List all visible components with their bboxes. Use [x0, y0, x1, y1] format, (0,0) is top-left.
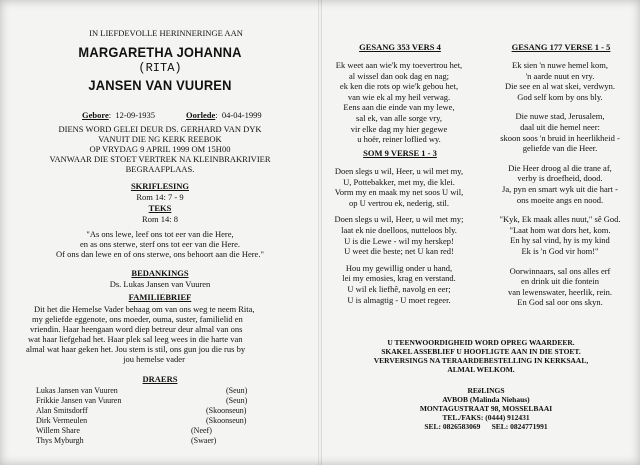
- verse-line: u hoër, reiner loflied wy.: [357, 134, 441, 145]
- quote-line: en as ons sterwe, sterf ons tot eer van die Here.: [79, 239, 241, 249]
- verse-line: geliefde van die Heer.: [522, 143, 598, 154]
- undertaker-cell: SEL: 0824771991: [491, 422, 548, 431]
- bearer-relation: (Seun): [226, 386, 248, 395]
- letter-line: jou hemelse vader: [123, 354, 185, 364]
- letter-title: FAMILIEBRIEF: [128, 292, 192, 302]
- attendance-notice: [336, 338, 626, 374]
- verse-line: Ja, pyn en smart wyk uit die hart -: [502, 183, 618, 194]
- verse-line: 'n aarde nuut en vry.: [525, 70, 595, 81]
- bearer-name: Frikkie Jansen van Vuuren: [36, 396, 122, 405]
- bearers-list: [36, 386, 247, 446]
- undertaker-block: [396, 386, 576, 431]
- notice-line: SKAKEL ASSEBLIEF U HOOFLIGTE AAN IN DIE STOET.: [381, 347, 581, 356]
- notice-line: U TEENWOORDIGHEID WORD OPREG WAARDEER.: [387, 338, 575, 347]
- bearer-relation: (Neef): [191, 426, 212, 435]
- scripture-title: SKRIFLESING: [130, 181, 190, 191]
- quote-line: "As ons lewe, leef ons tot eer van die Here,: [86, 229, 234, 239]
- bearers-title: DRAERS: [142, 374, 178, 384]
- bearer-relation: (Swaer): [191, 436, 217, 445]
- verse-line: ons moeite angs en nood.: [516, 194, 604, 205]
- died-date: 04-04-1999: [221, 110, 262, 120]
- list-item: [36, 436, 247, 446]
- hymn1-title: GESANG 353 VERS 4: [359, 42, 441, 52]
- verse-line: Die Heer droog al die trane af,: [508, 162, 612, 173]
- born-label: Gebore: [82, 110, 109, 120]
- verse-line: U weet die beste; net U kan red!: [344, 246, 454, 257]
- undertaker-cell: SEL: 0826583069: [424, 422, 481, 431]
- verse-line: U is die Lewe - wil my herskep!: [344, 235, 454, 246]
- verse-line: op U vertrou ek, nederig, stil.: [348, 197, 450, 208]
- verse-gap: [482, 102, 638, 111]
- bearer-name: Dirk Vermeulen: [36, 416, 88, 425]
- text-quote: [20, 229, 300, 259]
- verse-line: "Kyk, Ek maak alles nuut," sê God.: [499, 214, 621, 225]
- bearer-relation: (Skoonseun): [206, 416, 247, 425]
- verse-line: lei my emosies, krag en verstand.: [342, 273, 456, 284]
- verse-line: verby is droefheid, dood.: [517, 173, 603, 184]
- list-item: [36, 386, 247, 396]
- born-row: Gebore: 12-09-1935: [82, 110, 156, 120]
- list-item: [36, 416, 247, 426]
- list-item: [36, 406, 247, 416]
- text-reference: Rom 14: 8: [142, 214, 178, 224]
- arrangements-label: REëLINGS: [467, 386, 505, 395]
- service-line: BEGRAAFPLAAS.: [125, 164, 195, 174]
- died-label: Oorlede: [186, 110, 216, 120]
- verse-line: Doen slegs u wil, Heer, u wil met my;: [334, 214, 464, 225]
- letter-line: Dit het die Hemelse Vader behaag om van ons weg te neem Rita,: [34, 304, 255, 314]
- verse-line: Eens aan die einde van my lewe,: [343, 102, 455, 113]
- verse-line: laat ek nie doelloos, nutteloos bly.: [341, 224, 457, 235]
- hymn3-title: GESANG 177 VERSE 1 - 5: [511, 42, 611, 52]
- verse-gap: [482, 205, 638, 214]
- verse-line: Ek weet aan wie'k my toevertrou het,: [335, 60, 463, 70]
- verse-line: daal uit die hemel neer:: [520, 121, 600, 132]
- verse-line: U wil ek liefhê, navolg en eer;: [347, 283, 451, 294]
- verse-gap: [482, 257, 638, 266]
- hymn2-verses: [324, 166, 474, 305]
- bearer-name: Willem Share: [36, 426, 80, 435]
- quote-line: Of ons dan lewe en of ons sterwe, ons behoort aan die Here.": [56, 249, 264, 259]
- verse-line: En hy sal vind, hy is my kind: [510, 235, 610, 246]
- family-letter: [24, 304, 284, 364]
- thanks-name: Ds. Lukas Jansen van Vuuren: [109, 279, 211, 289]
- deceased-nickname: (RITA): [138, 61, 182, 75]
- letter-line: almal wat haar geken het. Jou stem is stil, ons gun jou die rus by: [26, 344, 246, 354]
- verse-gap: [482, 154, 638, 163]
- bearer-relation: (Skoonseun): [206, 406, 247, 415]
- bearer-name: Lukas Jansen van Vuuren: [36, 386, 118, 395]
- letter-line: vriendin. Haar heengaan word diep betreur deur almal van ons: [30, 324, 243, 334]
- service-line: VANWAAR DIE STOET VERTREK NA KLEINBRAKRIVIER: [49, 154, 271, 164]
- verse-line: ek ken die rots op wie'k gebou het,: [339, 81, 459, 92]
- bearer-name: Alan Smitsdorff: [36, 406, 88, 415]
- deceased-name-last: JANSEN VAN VUUREN: [88, 77, 232, 93]
- hymn3-verses: [482, 60, 638, 308]
- verse-line: God self kom by ons bly.: [517, 91, 603, 102]
- bearer-name: Thys Myburgh: [36, 436, 84, 445]
- hymn2-title: SOM 9 VERSE 1 - 3: [363, 148, 437, 158]
- letter-line: my geliefde eggenote, ons moeder, ouma, suster, familielid en: [32, 314, 243, 324]
- verse-line: al wissel dan ook dag en nag;: [348, 70, 450, 81]
- verse-line: vir elke dag my hier gegewe: [350, 123, 448, 134]
- service-line: OP VRYDAG 9 APRIL 1999 OM 15H00: [89, 144, 231, 154]
- hymn1-verse: [324, 60, 474, 145]
- service-line: DIENS WORD GELEI DEUR DS. GERHARD VAN DYK: [58, 124, 262, 134]
- scripture-reference: Rom 14: 7 - 9: [136, 192, 184, 202]
- verse-line: Ek sien 'n nuwe hemel kom,: [512, 60, 608, 70]
- undertaker-phone: TEL./FAKS: (0444) 912431: [442, 413, 530, 422]
- verse-line: Hou my gewillig onder u hand,: [345, 262, 453, 273]
- verse-line: sal ek, van alle sorge vry,: [356, 112, 442, 123]
- died-row: Oorlede: 04-04-1999: [186, 110, 262, 120]
- verse-line: skoon soos 'n bruid in heerlikheid -: [500, 132, 620, 143]
- page-fold: [318, 0, 322, 465]
- verse-line: Die nuwe stad, Jerusalem,: [515, 111, 605, 122]
- bearer-relation: (Seun): [226, 396, 248, 405]
- service-details: [40, 124, 280, 174]
- verse-line: Vorm my en maak my net soos U wil,: [334, 187, 464, 198]
- deceased-name-first: MARGARETHA JOHANNA: [78, 44, 242, 60]
- verse-line: U, Pottebakker, met my, die klei.: [343, 176, 455, 187]
- verse-line: Die see en al wat skei, verdwyn.: [505, 81, 615, 92]
- verse-line: U is almagtig - U moet regeer.: [347, 294, 451, 305]
- service-line: VANUIT DIE NG KERK REEBOK: [98, 134, 222, 144]
- notice-line: ALMAL WELKOM.: [447, 365, 515, 374]
- verse-line: Doen slegs u wil, Heer, u wil met my,: [334, 166, 464, 176]
- undertaker-address: MONTAGUSTRAAT 98, MOSSELBAAI: [419, 404, 553, 413]
- verse-line: en drink uit die fontein: [521, 276, 599, 287]
- list-item: [36, 426, 247, 436]
- undertaker-cells: [396, 422, 576, 431]
- thanks-title: BEDANKINGS: [131, 268, 189, 278]
- verse-line: van wie ek al my heil verwag.: [347, 91, 451, 102]
- born-date: 12-09-1935: [115, 110, 156, 120]
- verse-line: En God sal oor ons skyn.: [517, 297, 603, 308]
- verse-line: "Laat hom wat dors het, kom.: [509, 224, 611, 235]
- verse-line: Oorwinnaars, sal ons alles erf: [509, 265, 611, 276]
- list-item: [36, 396, 247, 406]
- verse-line: Ek is 'n God vir hom!": [521, 245, 599, 256]
- undertaker-name: AVBOB (Malinda Niehaus): [442, 395, 530, 404]
- text-title: TEKS: [148, 203, 172, 213]
- letter-line: wat haar liefgehad het. Haar plek sal leeg wees in die harte van: [28, 334, 243, 344]
- notice-line: VERVERSINGS NA TERAARDEBESTELLING IN KERKSAAL,: [373, 356, 589, 365]
- memorial-heading: IN LIEFDEVOLLE HERINNERINGE AAN: [89, 28, 243, 38]
- verse-line: van lewenswater, heerlik, rein.: [508, 286, 612, 297]
